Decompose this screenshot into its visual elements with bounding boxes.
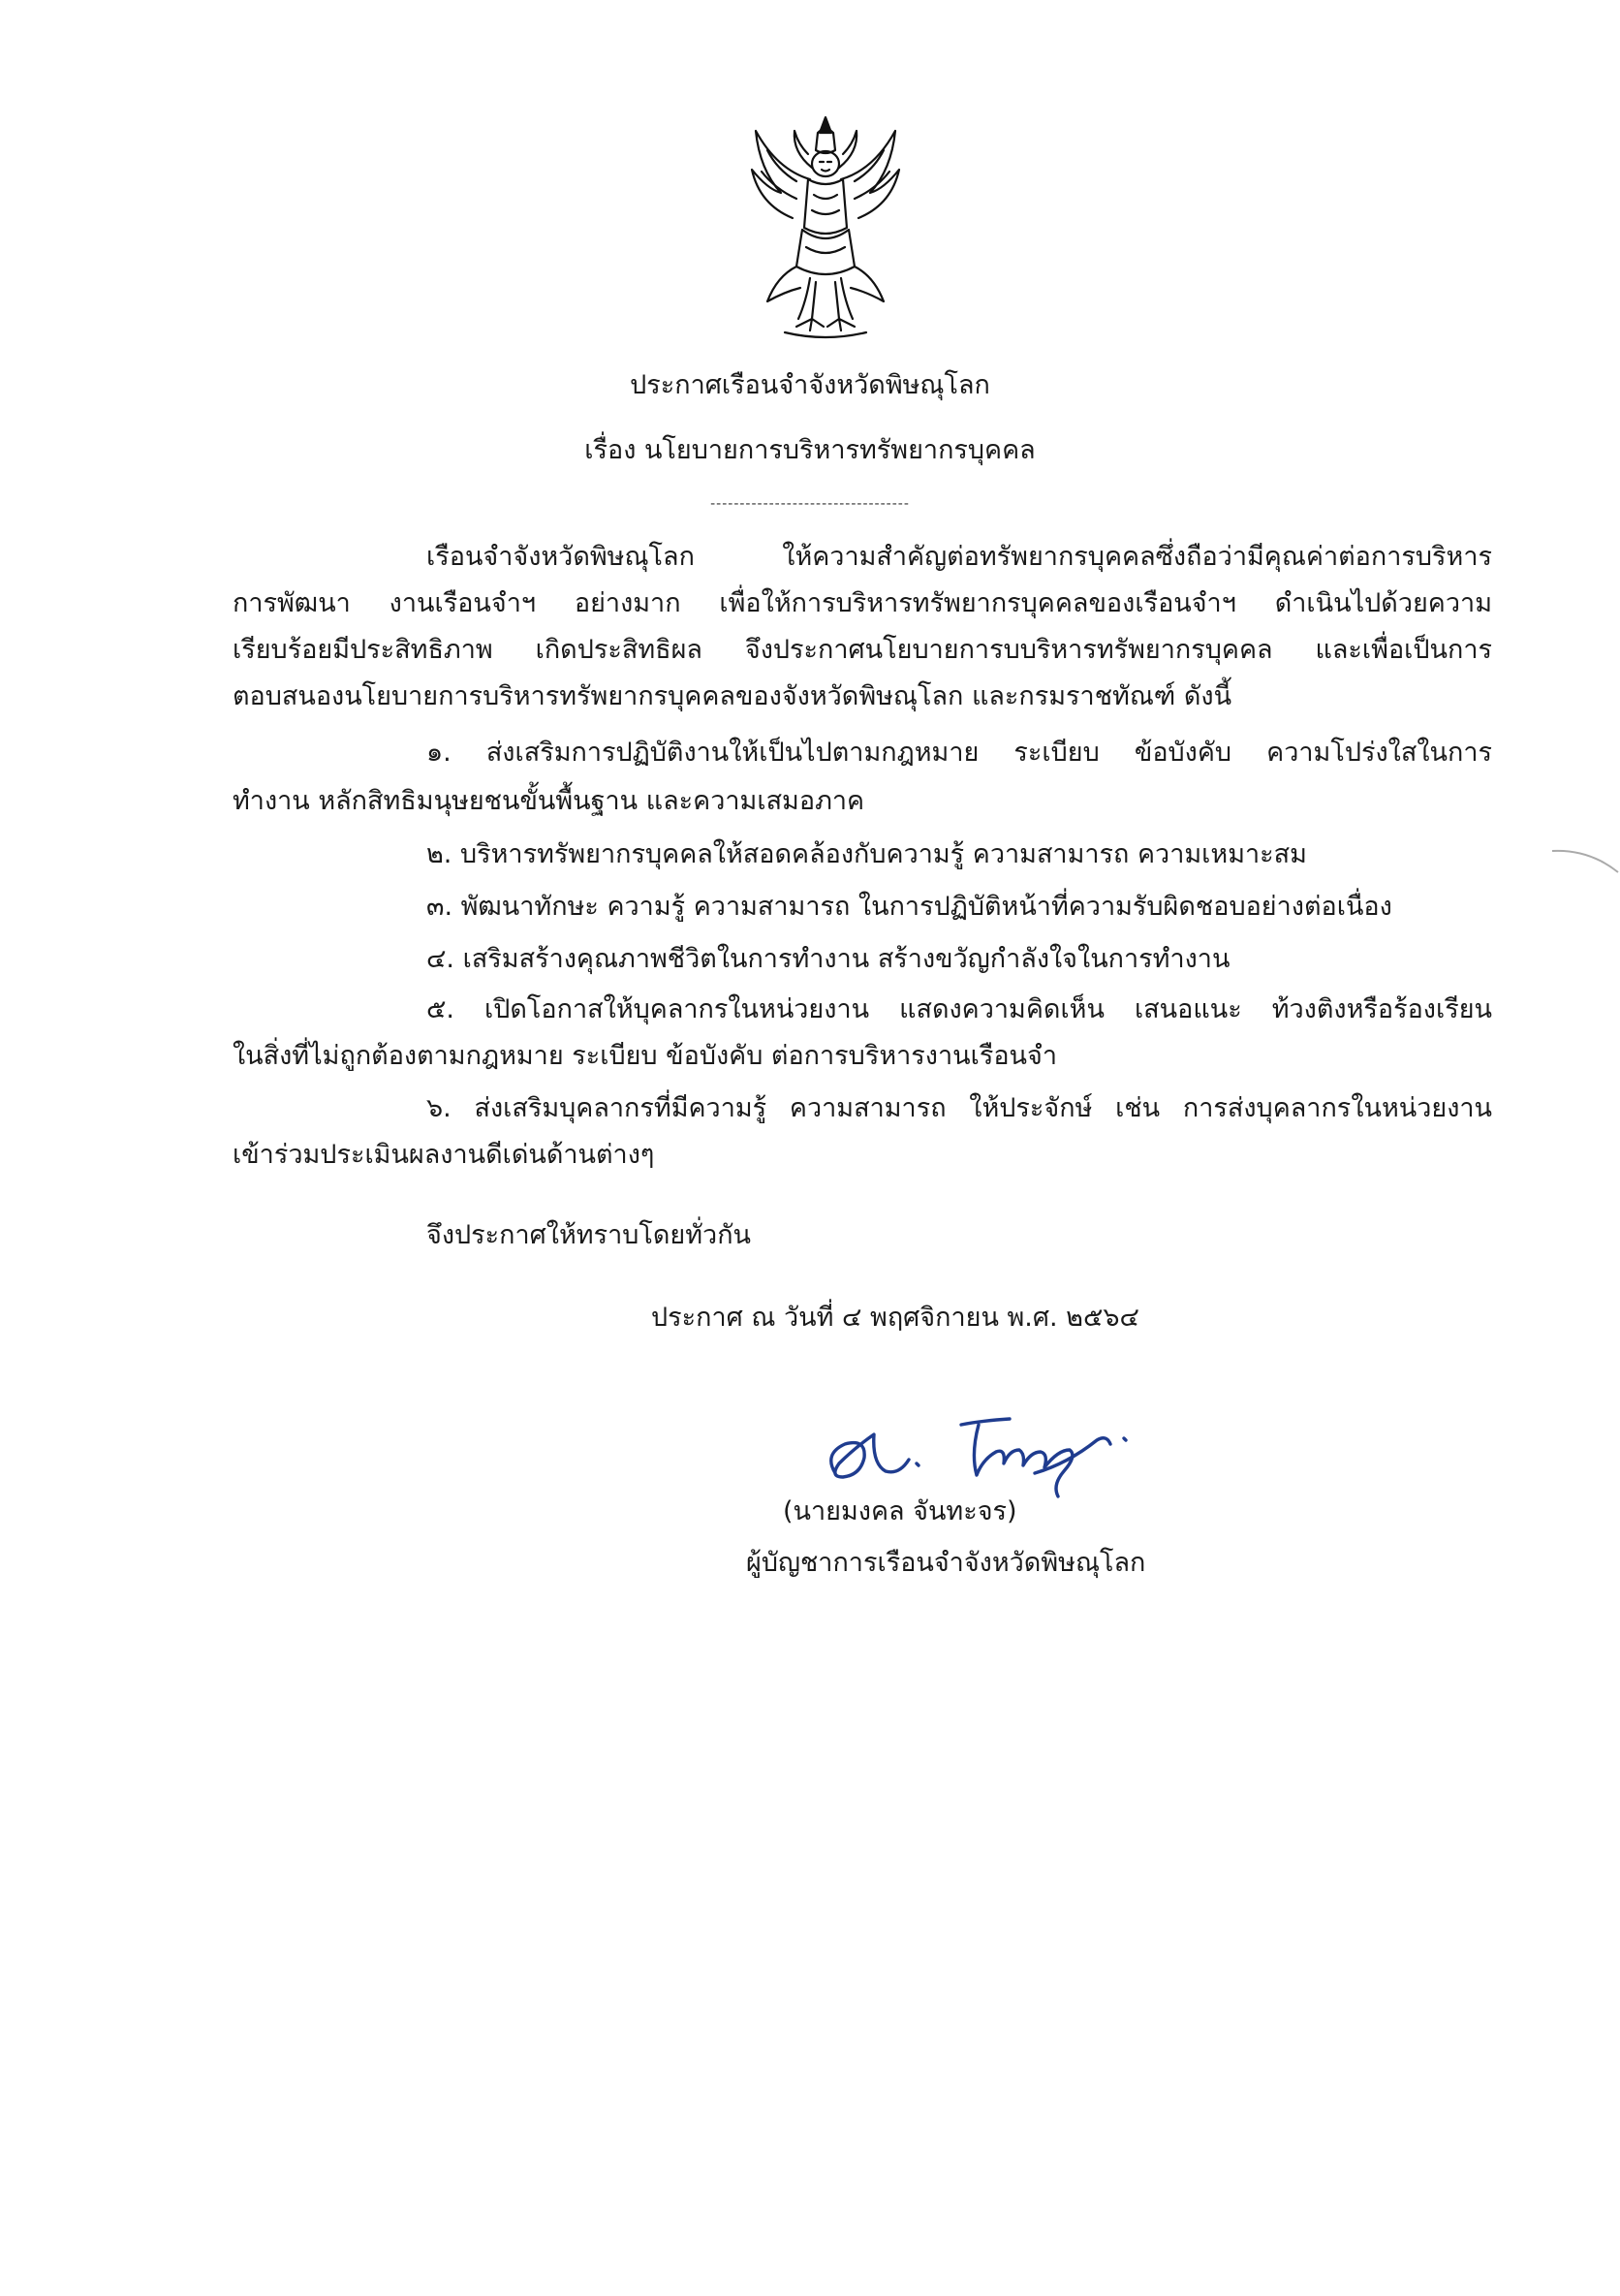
policy-item-1: ๑. ส่งเสริมการปฏิบัติงานให้เป็นไปตามกฎหมาย ระเบียบ ข้อบังคับ ความโปร่งใสในการ (426, 738, 1492, 768)
policy-item-3: ๓. พัฒนาทักษะ ความรู้ ความสามารถ ในการปฏิบัติหน้าที่ความรับผิดชอบอย่างต่อเนื่อง (426, 892, 1392, 922)
announcement-subject: เรื่อง นโยบายการบริหารทรัพยากรบุคคล (584, 435, 1036, 465)
intro-line: ตอบสนองนโยบายการบริหารทรัพยากรบุคคลของจังหวัดพิษณุโลก และกรมราชทัณฑ์ ดังนี้ (233, 681, 1232, 711)
closing-announce: จึงประกาศให้ทราบโดยทั่วกัน (426, 1220, 751, 1250)
signatory-position: ผู้บัญชาการเรือนจำจังหวัดพิษณุโลก (746, 1548, 1146, 1578)
policy-item-6: ๖. ส่งเสริมบุคลากรที่มีความรู้ ความสามารถ ให้ประจักษ์ เช่น การส่งบุคลากรในหน่วยงาน (426, 1093, 1492, 1123)
policy-item-5-cont: ในสิ่งที่ไม่ถูกต้องตามกฎหมาย ระเบียบ ข้อบังคับ ต่อการบริหารงานเรือนจำ (233, 1041, 1057, 1071)
policy-item-2: ๒. บริหารทรัพยากรบุคคลให้สอดคล้องกับความรู้ ความสามารถ ความเหมาะสม (426, 839, 1307, 869)
signatory-name: (นายมงคล จันทะจร) (783, 1496, 1017, 1526)
announcement-date: ประกาศ ณ วันที่ ๔ พฤศจิกายน พ.ศ. ๒๕๖๔ (651, 1303, 1139, 1333)
intro-line: เรือนจำจังหวัดพิษณุโลก ให้ความสำคัญต่อทรัพยากรบุคคลซึ่งถือว่ามีคุณค่าต่อการบริหาร (426, 542, 1492, 572)
policy-item-1-cont: ทำงาน หลักสิทธิมนุษยชนขั้นพื้นฐาน และความเสมอภาค (233, 786, 865, 816)
signature-icon (816, 1396, 1136, 1502)
policy-item-6-cont: เข้าร่วมประเมินผลงานดีเด่นด้านต่างๆ (233, 1140, 655, 1170)
intro-line: การพัฒนา งานเรือนจำฯ อย่างมาก เพื่อให้การบริหารทรัพยากรบุคคลของเรือนจำฯ ดำเนินไปด้วยความ (233, 588, 1492, 618)
title-divider: ---------------------------------- (710, 496, 910, 512)
policy-item-4: ๔. เสริมสร้างคุณภาพชีวิตในการทำงาน สร้างขวัญกำลังใจในการทำงาน (426, 944, 1231, 974)
garuda-emblem-icon (738, 111, 913, 344)
intro-line: เรียบร้อยมีประสิทธิภาพ เกิดประสิทธิผล จึงประกาศนโยบายการบบริหารทรัพยากรบุคคล และเพื่อเป็นการ (233, 635, 1492, 665)
announcement-title: ประกาศเรือนจำจังหวัดพิษณุโลก (630, 370, 990, 400)
policy-item-5: ๕. เปิดโอกาสให้บุคลากรในหน่วยงาน แสดงความคิดเห็น เสนอแนะ ท้วงติงหรือร้องเรียน (426, 994, 1492, 1024)
scan-edge-mark-icon (1550, 843, 1620, 882)
